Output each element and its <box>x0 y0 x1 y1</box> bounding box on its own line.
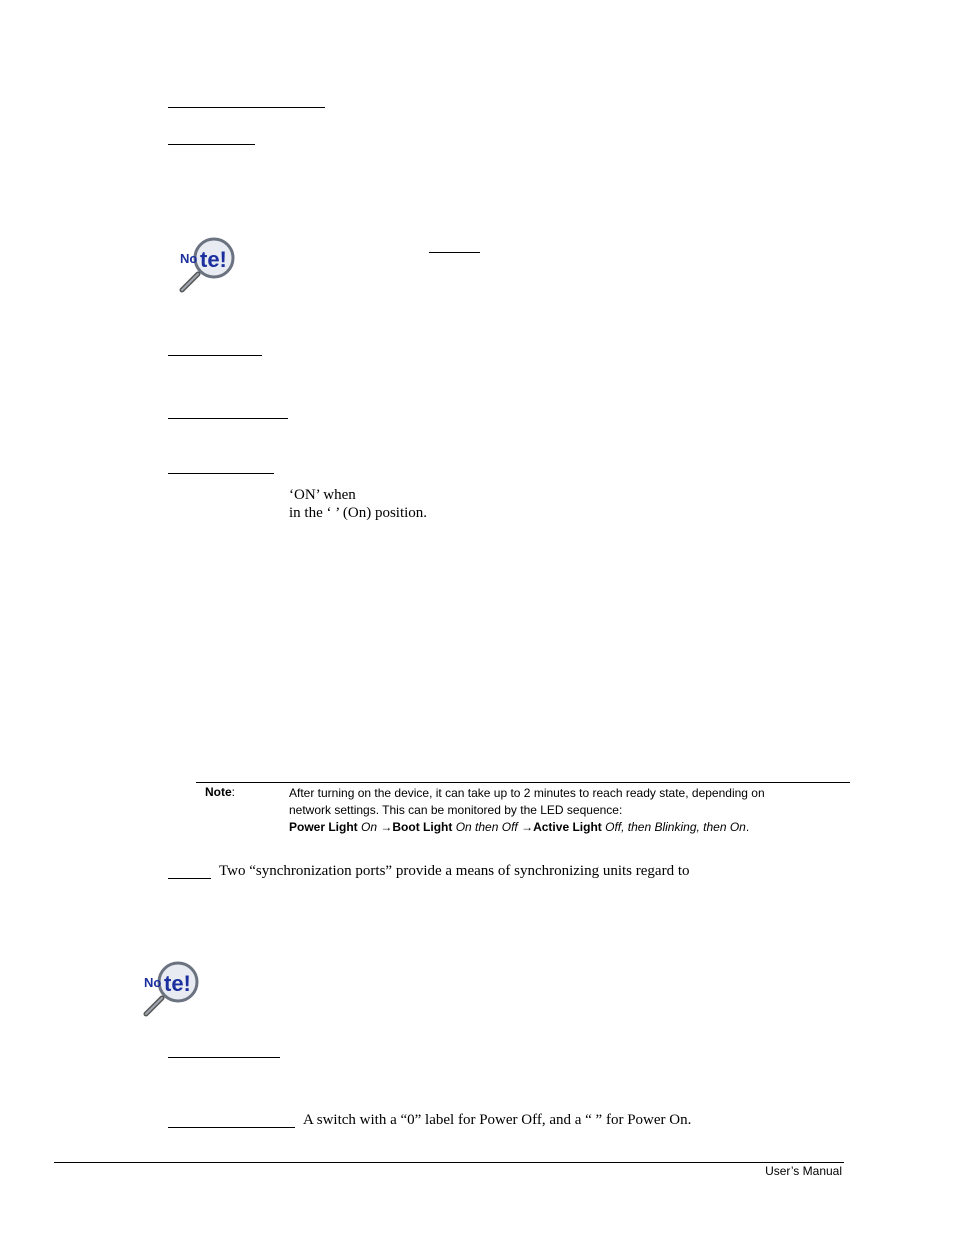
on-position-text: in the ‘ ’ (On) position. <box>289 505 428 521</box>
power-light-state: On <box>361 820 378 834</box>
power-switch-text: A switch with a “0” label for Power Off, and a “ ” for Power On. <box>303 1112 692 1128</box>
note-icon-te-text: te! <box>164 971 191 996</box>
sequence-end: . <box>745 820 750 834</box>
note-icon-no-text: No <box>180 251 198 266</box>
boot-light-label: Boot Light <box>392 820 453 834</box>
heading-underline-6 <box>168 1057 280 1058</box>
heading-underline-5 <box>168 473 274 474</box>
note-label <box>205 785 235 799</box>
sync-ports-text: Two “synchronization ports” provide a means of synchronizing units regard to <box>219 863 690 879</box>
note-line-1: After turning on the device, it can take up to 2 minutes to reach ready state, depending on <box>289 786 765 800</box>
heading-underline-1 <box>168 107 325 108</box>
note-icon-no-text: No <box>144 975 162 990</box>
footer-manual-label: User’s Manual <box>765 1164 842 1178</box>
footer-rule <box>54 1162 844 1163</box>
inline-underline-note1 <box>429 252 480 253</box>
note-label-bold: Note <box>205 785 232 799</box>
note-magnifier-icon <box>140 960 204 1018</box>
note-body <box>289 785 829 836</box>
arrow-icon: → <box>521 820 534 834</box>
heading-underline-4 <box>168 418 288 419</box>
note-label-colon: : <box>231 785 236 799</box>
heading-underline-power-switch <box>168 1127 295 1128</box>
note-magnifier-icon <box>176 236 240 294</box>
heading-underline-sync <box>168 878 211 879</box>
note-led-sequence <box>289 819 829 836</box>
on-when-text: ‘ON’ when <box>289 487 356 503</box>
note-icon-te-text: te! <box>200 247 227 272</box>
power-light-label: Power Light <box>289 820 358 834</box>
active-light-label: Active Light <box>533 820 602 834</box>
active-light-state: Off, then Blinking, then On <box>605 820 746 834</box>
heading-underline-2 <box>168 144 255 145</box>
note-box <box>196 782 850 839</box>
arrow-icon: → <box>380 820 393 834</box>
boot-light-state: On then Off <box>455 820 518 834</box>
heading-underline-3 <box>168 355 262 356</box>
note-line-2: network settings. This can be monitored by the LED sequence: <box>289 803 623 817</box>
